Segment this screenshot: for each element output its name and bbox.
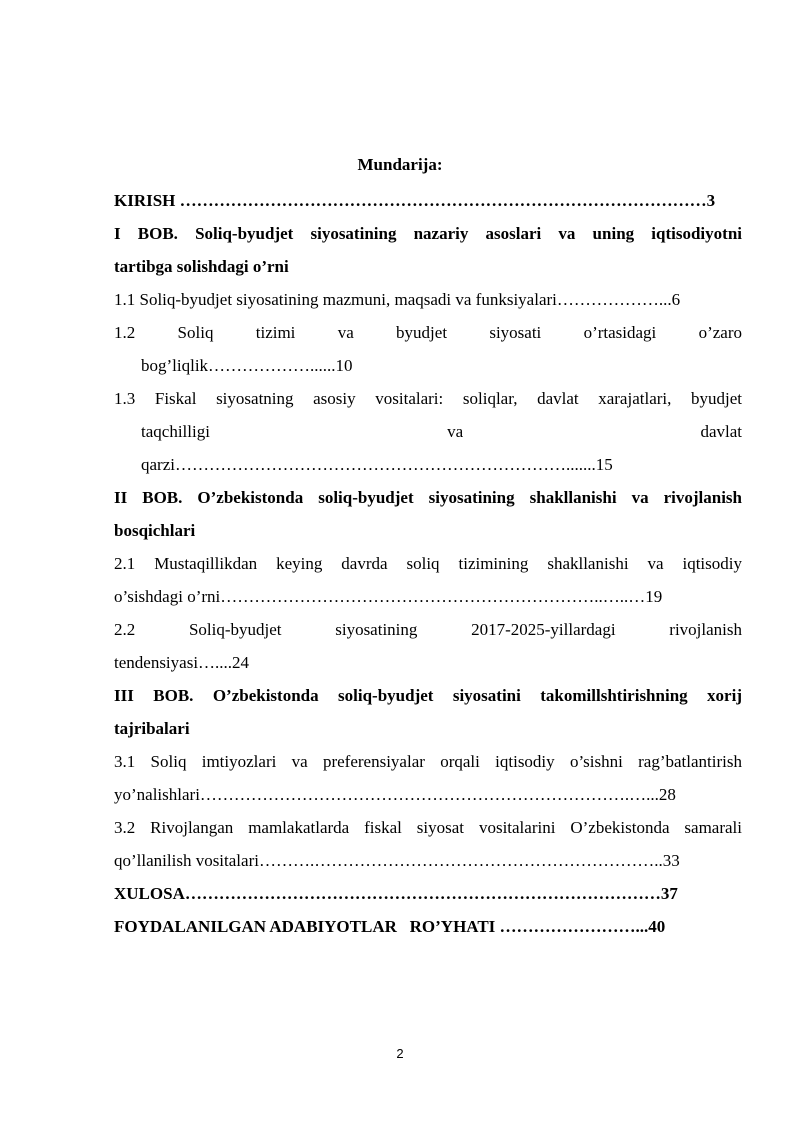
page-title: Mundarija: xyxy=(357,155,443,174)
toc-chapter-2-line-1: II BOB. O’zbekistonda soliq-byudjet siyosatining shakllanishi va rivojlanish xyxy=(114,488,742,507)
toc-section-1-2-line-1: 1.2 Soliq tizimi va byudjet siyosati o’rtasidagi o’zaro xyxy=(114,323,742,342)
toc-section-3-1-line-1: 3.1 Soliq imtiyozlari va preferensiyalar orqali iqtisodiy o’sishni rag’batlantirish xyxy=(114,752,742,771)
page-number: 2 xyxy=(396,1046,404,1061)
toc-section-1-3-line-2: taqchilligi va davlat xyxy=(141,422,742,441)
toc-entry-xulosa: XULOSA…………………………………………………………………………37 xyxy=(114,884,678,903)
toc-section-1-2-line-2: bog’liqlik………………......10 xyxy=(141,356,353,375)
toc-chapter-1-line-2: tartibga solishdagi o’rni xyxy=(114,257,289,276)
toc-section-1-3-line-1: 1.3 Fiskal siyosatning asosiy vositalari: soliqlar, davlat xarajatlari, byudjet xyxy=(114,389,742,408)
toc-section-2-2-line-2: tendensiyasi…....24 xyxy=(114,653,250,672)
toc-section-2-1-line-2: o’sishdagi o’rni…………………………………………………………..…..…19 xyxy=(114,587,663,606)
toc-section-1-1: 1.1 Soliq-byudjet siyosatining mazmuni, maqsadi va funksiyalari………………...6 xyxy=(114,290,681,309)
toc-section-3-2-line-2: qo’llanilish vositalari……….……………………………………………………..33 xyxy=(114,851,680,870)
toc-section-2-2-line-1: 2.2 Soliq-byudjet siyosatining 2017-2025-yillardagi rivojlanish xyxy=(114,620,742,639)
toc-entry-adabiyotlar: FOYDALANILGAN ADABIYOTLAR RO’YHATI ……………………...40 xyxy=(114,917,666,936)
toc-section-3-1-line-2: yo’nalishlari………………………………………………………………….…...28 xyxy=(114,785,676,804)
table-of-contents xyxy=(114,184,742,943)
toc-section-3-2-line-1: 3.2 Rivojlangan mamlakatlarda fiskal siyosat vositalarini O’zbekistonda samarali xyxy=(114,818,742,837)
toc-entry-kirish: KIRISH …………………………………………………………………………………3 xyxy=(114,191,716,210)
toc-chapter-3-line-1: III BOB. O’zbekistonda soliq-byudjet siyosatini takomillshtirishning xorij xyxy=(114,686,742,705)
toc-section-1-3-line-3: qarzi…………………………………………………………….......15 xyxy=(141,455,613,474)
toc-chapter-1-line-1: I BOB. Soliq-byudjet siyosatining nazariy asoslari va uning iqtisodiyotni xyxy=(114,224,742,243)
toc-chapter-3-line-2: tajribalari xyxy=(114,719,190,738)
toc-section-2-1-line-1: 2.1 Mustaqillikdan keying davrda soliq tizimining shakllanishi va iqtisodiy xyxy=(114,554,742,573)
toc-chapter-2-line-2: bosqichlari xyxy=(114,521,196,540)
